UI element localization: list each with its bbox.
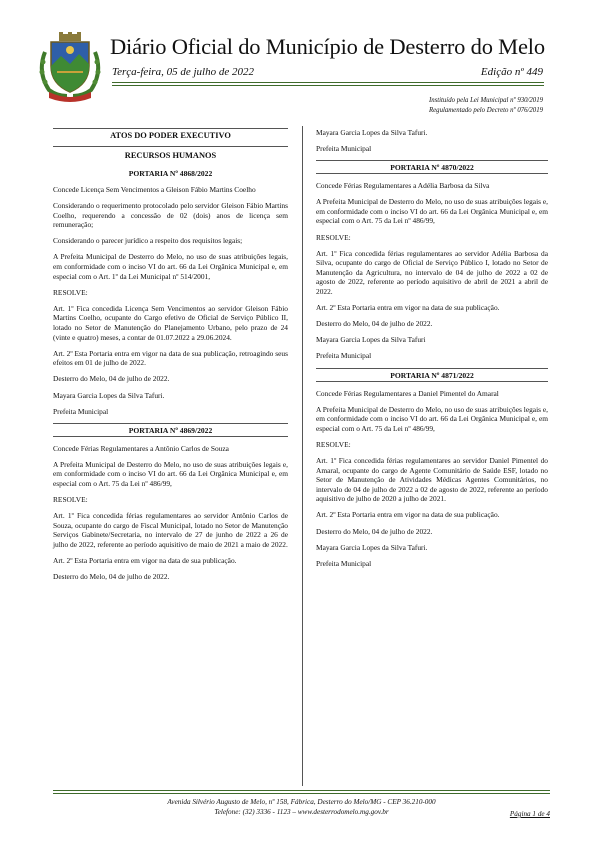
portaria-4870-preamble: A Prefeita Municipal de Desterro do Melo, no uso de suas atribuições legais e, em conformidade com o inciso VI do art. 66 da Lei Orgânica Municipal e, em especial com o Art. 75 da Lei nº 486/99, (316, 197, 548, 226)
portaria-4868-place-date: Desterro do Melo, 04 de julho de 2022. (53, 374, 170, 384)
portaria-4869-resolve: RESOLVE: (53, 495, 88, 505)
portaria-4870-ementa: Concede Férias Regulamentares a Adélia Barbosa da Silva (316, 181, 490, 191)
portaria-4868-signer: Mayara Garcia Lopes da Silva Tafuri. (53, 390, 165, 400)
footer-rule-thin (53, 793, 550, 794)
section-header-box (53, 128, 288, 147)
footer-address: Avenida Silvério Augusto de Melo, nº 158, Fábrica, Desterro do Melo/MG - CEP 36.210-000 (167, 798, 436, 806)
institution-decree: Regulamentado pelo Decreto nº 076/2019 (429, 107, 543, 114)
portaria-4871-preamble: A Prefeita Municipal de Desterro do Melo, no uso de suas atribuições legais e, em conformidade com o inciso VI do art. 66 da Lei Orgânica Municipal e, em especial com o Art. 75 da Lei nº 486/99, (316, 404, 548, 433)
continued-signer: Mayara Garcia Lopes da Silva Tafuri. (316, 128, 428, 137)
portaria-4871-role: Prefeita Municipal (316, 558, 372, 568)
subsection-title: RECURSOS HUMANOS (124, 151, 217, 160)
portaria-4870-header-box (316, 160, 548, 174)
right-column (316, 128, 548, 575)
newspaper-title: Diário Oficial do Município de Desterro do Melo (110, 34, 545, 59)
portaria-4869-place-date: Desterro do Melo, 04 de julho de 2022. (53, 572, 170, 582)
portaria-4870-place-date: Desterro do Melo, 04 de julho de 2022. (316, 319, 433, 329)
issue-date: Terça-feira, 05 de julho de 2022 (112, 66, 254, 78)
portaria-4870-title: PORTARIA Nº 4870/2022 (390, 163, 474, 173)
footer-contact: Telefone: (32) 3336 - 1123 – www.desterrodomelo.mg.gov.br (214, 808, 389, 816)
portaria-4870-signer: Mayara Garcia Lopes da Silva Tafuri (316, 335, 426, 345)
portaria-4870-art1: Art. 1º Fica concedida férias regulamentares ao servidor Adélia Barbosa da Silva, ocupante do cargo de Oficial de Serviço Público I, lotado no Setor de Manutenção da Agricultura, no intervalo de 04 de julho de 2022 a 02 de agosto de 2022, referente ao período aquisitivo de abril de 2021 a abril de 2022. (316, 248, 548, 297)
header-rule (112, 82, 544, 83)
portaria-4868-considering-1: Considerando o requerimento protocolado pelo servidor Gleison Fábio Martins Coelho, requerendo a concessão de 02 (dois) anos de licença sem remuneração; (53, 201, 288, 230)
institution-law: Instituído pela Lei Municipal nº 930/2019 (428, 97, 543, 104)
portaria-4871-resolve: RESOLVE: (316, 439, 351, 449)
portaria-4871-art1: Art. 1º Fica concedida férias regulamentares ao servidor Daniel Pimentel do Amaral, ocupante do cargo de Agente Comunitário de Saúde ESF, lotado no Setor de Manutenção de Atividades Médicas Agentes Comunitários, no intervalo de 04 de julho de 2022 a 02 de agosto de 2022, referente ao período aquisitivo de julho de 2020 a julho de 2021. (316, 455, 548, 504)
portaria-4868-art2: Art. 2º Esta Portaria entra em vigor na data de sua publicação, retroagindo seus efeitos em 01 de julho de 2022. (53, 348, 288, 368)
header-rule-thin (112, 85, 544, 86)
portaria-4871-header-box (316, 368, 548, 382)
portaria-4870-role: Prefeita Municipal (316, 351, 372, 361)
page-number: Página 1 de 4 (509, 810, 550, 818)
portaria-4869-header-box (53, 423, 288, 437)
portaria-4868-resolve: RESOLVE: (53, 287, 88, 297)
footer-rule (53, 790, 550, 791)
portaria-4868-art1: Art. 1º Fica concedida Licença Sem Vencimentos ao servidor Gleison Fábio Martins Coelho, ocupante do Cargo efetivo de Oficial de Serviço Público II, lotado no Setor de Manutenção do Planejamento Urbano, pelo prazo de 24 (vinte e quatro) meses, a contar de 01.07.2022 a 29.06.2024. (53, 303, 288, 342)
portaria-4871-place-date: Desterro do Melo, 04 de julho de 2022. (316, 526, 433, 536)
portaria-4868-ementa: Concede Licença Sem Vencimentos a Gleison Fábio Martins Coelho (53, 185, 256, 194)
portaria-4871-art2: Art. 2º Esta Portaria entra em vigor na data de sua publicação. (316, 510, 500, 520)
portaria-4871-title: PORTARIA Nº 4871/2022 (390, 370, 474, 380)
edition-number: Edição nº 449 (480, 66, 543, 78)
portaria-4868-title: PORTARIA Nº 4868/2022 (128, 168, 213, 178)
section-title: ATOS DO PODER EXECUTIVO (110, 131, 231, 140)
portaria-4871-signer: Mayara Garcia Lopes da Silva Tafuri. (316, 542, 428, 552)
masthead (0, 0, 595, 125)
portaria-4870-resolve: RESOLVE: (316, 232, 351, 242)
left-column (53, 128, 288, 588)
portaria-4869-art2: Art. 2º Esta Portaria entra em vigor na data de sua publicação. (53, 556, 237, 566)
column-divider (302, 126, 303, 786)
portaria-4868-role: Prefeita Municipal (53, 406, 109, 416)
portaria-4869-preamble: A Prefeita Municipal de Desterro do Melo, no uso de suas atribuições legais e, em conformidade com o inciso VI do art. 66 da Lei Orgânica Municipal e, em especial com o Art. 75 da Lei nº 486/99, (53, 459, 288, 488)
portaria-4869-art1: Art. 1º Fica concedida férias regulamentares ao servidor Antônio Carlos de Souza, ocupante do cargo de Fiscal Municipal, lotado no Setor de Manutenção Serviços Gabinete/Secretaria, no intervalo de 27 de junho de 2022 a 26 de julho de 2022, referente ao período aquisitivo de maio de 2021 a maio de 2022. (53, 511, 288, 549)
portaria-4869-ementa: Concede Férias Regulamentares a Antônio Carlos de Souza (53, 443, 229, 453)
continued-role: Prefeita Municipal (316, 144, 372, 154)
portaria-4869-title: PORTARIA Nº 4869/2022 (128, 425, 213, 435)
municipal-crest-icon (35, 32, 105, 102)
portaria-4868-considering-2: Considerando o parecer jurídico a respeito dos requisitos legais; (53, 236, 243, 246)
portaria-4868-preamble: A Prefeita Municipal de Desterro do Melo, no uso de suas atribuições legais, em conformidade com o inciso VI do art. 66 da Lei Orgânica Municipal e, em especial com o Art. 1º da Lei Municipal nº 514/2001, (53, 252, 288, 281)
portaria-4871-ementa: Concede Férias Regulamentares a Daniel Pimentel do Amaral (316, 388, 499, 398)
portaria-4870-art2: Art. 2º Esta Portaria entra em vigor na data de sua publicação. (316, 303, 500, 313)
